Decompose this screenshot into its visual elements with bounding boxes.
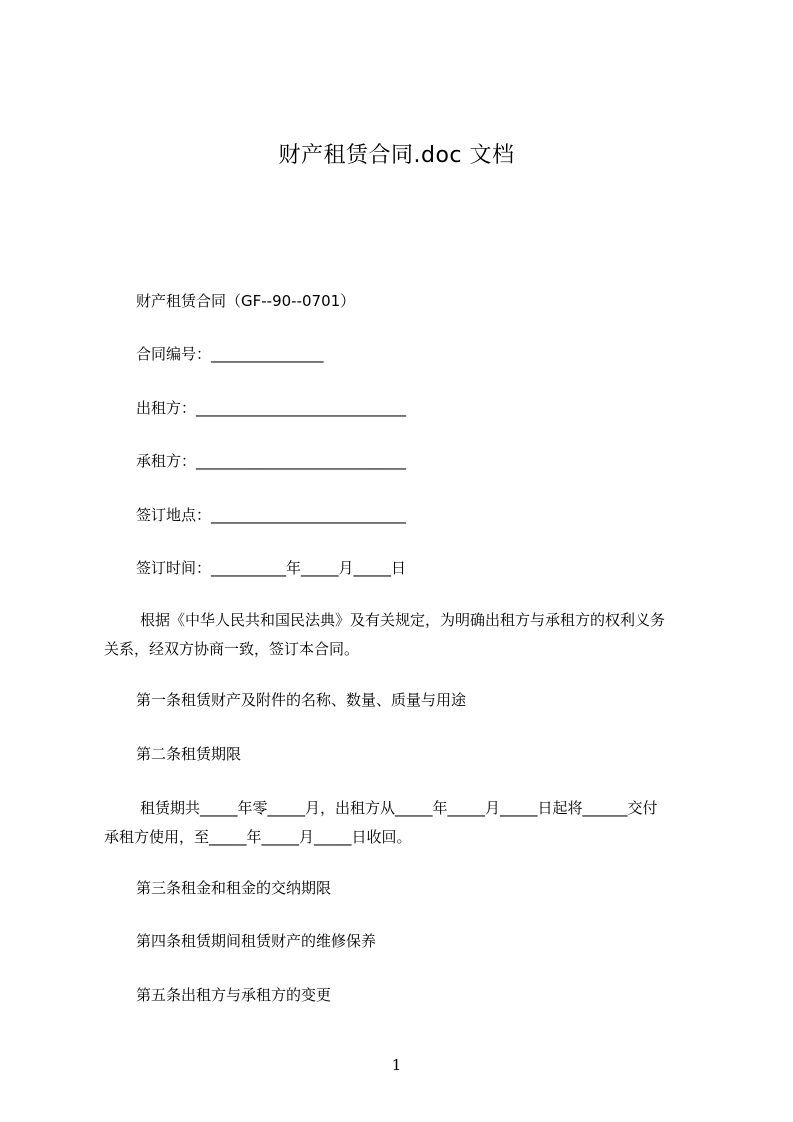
preamble-row-2: 关系，经双方协商一致，签订本合同。 (104, 640, 360, 658)
sign-place-line: 签订地点：__________________________ (136, 506, 407, 524)
preamble-paragraph (104, 606, 704, 664)
lease-term-paragraph (104, 794, 704, 852)
page-number: 1 (391, 1056, 402, 1074)
article-3-heading: 第三条租金和租金的交纳期限 (136, 879, 332, 897)
lessor-line: 出租方：____________________________ (136, 399, 407, 417)
document-title: 财产租赁合同.doc 文档 (278, 143, 515, 168)
article-4-heading: 第四条租赁期间租赁财产的维修保养 (136, 932, 377, 950)
lease-term-row-2: 承租方使用，至_____年_____月_____日收回。 (104, 828, 412, 846)
contract-heading: 财产租赁合同（GF--90--0701） (136, 292, 356, 310)
preamble-row-1: 根据《中华人民共和国民法典》及有关规定，为明确出租方与承租方的权利义务 (140, 611, 666, 629)
article-1-heading: 第一条租赁财产及附件的名称、数量、质量与用途 (136, 691, 467, 709)
article-5-heading: 第五条出租方与承租方的变更 (136, 986, 332, 1004)
lease-term-row-1: 租赁期共_____年零_____月，出租方从_____年_____月_____日起将______交付 (140, 799, 658, 817)
lessee-line: 承租方：____________________________ (136, 452, 407, 470)
contract-number-line: 合同编号：_______________ (136, 345, 324, 363)
sign-time-line: 签订时间：__________年_____月_____日 (136, 559, 407, 577)
article-2-heading: 第二条租赁期限 (136, 745, 242, 763)
